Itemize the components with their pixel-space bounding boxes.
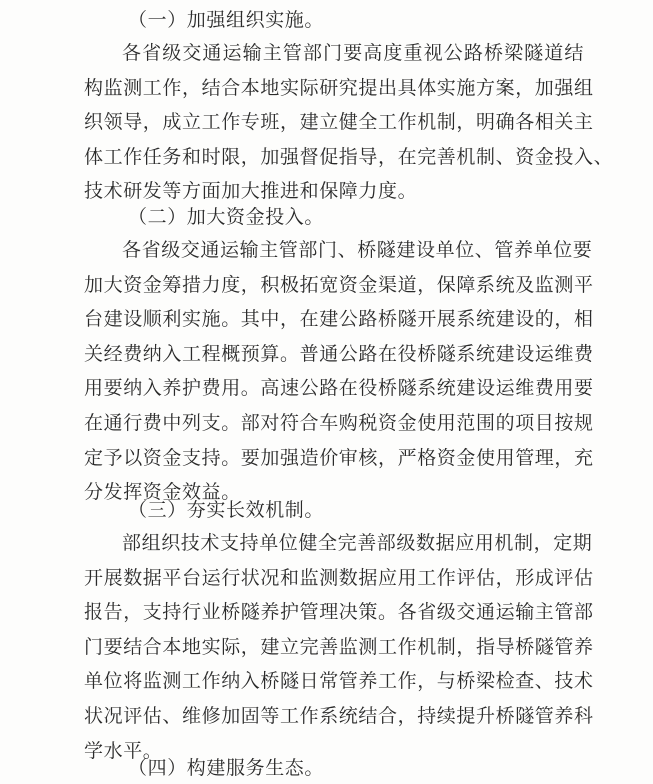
paragraph-line: 技术研发等方面加大推进和保障力度。 (84, 180, 418, 203)
paragraph-line: 用要纳入养护费用。高速公路在役桥隧系统建设运维费用要 (84, 377, 594, 400)
section-paragraph-3 (84, 526, 594, 768)
paragraph-line: 状况评估、维修加固等工作系统结合，持续提升桥隧管养科 (84, 704, 594, 727)
paragraph-line: 在通行费中列支。部对符合车购税资金使用范围的项目按规 (84, 411, 594, 434)
paragraph-line: 构监测工作，结合本地实际研究提出具体实施方案，加强组 (84, 76, 594, 99)
section-paragraph-2 (84, 233, 594, 510)
paragraph-line: 单位将监测工作纳入桥隧日常管养工作，与桥梁检查、技术 (84, 670, 594, 693)
paragraph-line: 体工作任务和时限，加强督促指导，在完善机制、资金投入、 (84, 145, 614, 168)
section-heading-2: （二）加大资金投入。 (128, 206, 325, 228)
paragraph-line: 各省级交通运输主管部门、桥隧建设单位、管养单位要 (122, 239, 593, 261)
section-heading-3: （三）夯实长效机制。 (128, 499, 325, 521)
section-heading-1: （一）加强组织实施。 (128, 9, 325, 31)
paragraph-line: 学水平。 (84, 739, 163, 762)
paragraph-line: 各省级交通运输主管部门要高度重视公路桥梁隧道结 (122, 42, 584, 64)
paragraph-line: 定予以资金支持。要加强造价审核，严格资金使用管理，充 (84, 446, 594, 469)
paragraph-line: 报告，支持行业桥隧养护管理决策。各省级交通运输主管部 (84, 601, 594, 624)
paragraph-line: 开展数据平台运行状况和监测数据应用工作评估，形成评估 (84, 566, 594, 589)
section-paragraph-1 (84, 36, 614, 209)
section-heading-4: （四）构建服务生态。 (128, 757, 325, 779)
paragraph-line: 门要结合本地实际，建立完善监测工作机制，指导桥隧管养 (84, 635, 594, 658)
paragraph-line: 织领导，成立工作专班，建立健全工作机制，明确各相关主 (84, 111, 594, 134)
paragraph-line: 关经费纳入工程概预算。普通公路在役桥隧系统建设运维费 (84, 342, 594, 365)
paragraph-line: 台建设顺利实施。其中，在建公路桥隧开展系统建设的，相 (84, 308, 594, 331)
paragraph-line: 部组织技术支持单位健全完善部级数据应用机制，定期 (122, 532, 593, 554)
paragraph-line: 分发挥资金效益。 (84, 481, 241, 504)
paragraph-line: 加大资金筹措力度，积极拓宽资金渠道，保障系统及监测平 (84, 273, 594, 296)
